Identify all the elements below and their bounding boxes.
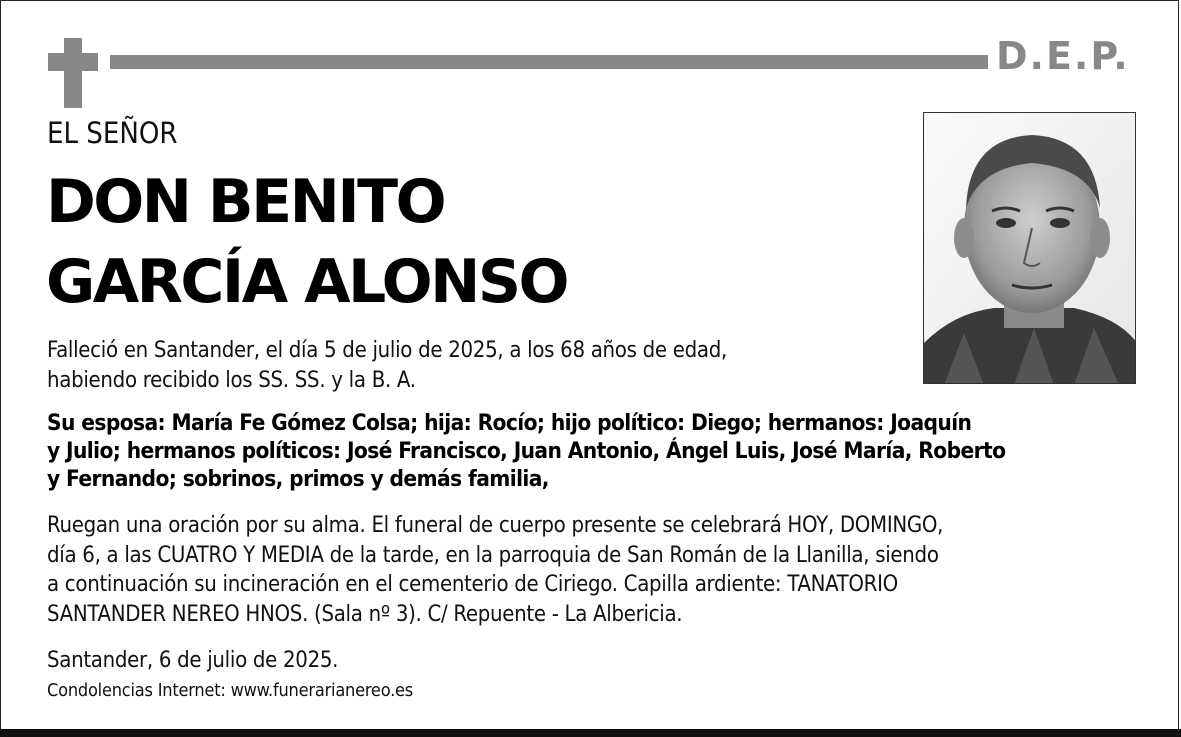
funeral-line: a continuación su incineración en el cementerio de Ciriego. Capilla ardiente: TANATORIO <box>47 572 898 597</box>
death-notice-line: habiendo recibido los SS. SS. y la B. A. <box>47 367 416 393</box>
header-rule <box>110 55 988 69</box>
family-line: y Fernando; sobrinos, primos y demás familia, <box>47 466 549 492</box>
place-date: Santander, 6 de julio de 2025. <box>47 648 339 673</box>
family-list <box>47 409 1005 493</box>
cross-icon-arm <box>48 53 98 71</box>
funeral-line: Ruegan una oración por su alma. El funeral de cuerpo presente se celebrará HOY, DOMINGO, <box>47 513 944 538</box>
family-line: y Julio; hermanos políticos: José Francisco, Juan Antonio, Ángel Luis, José María, Roberto <box>47 438 1006 464</box>
portrait-photo-drawing <box>924 113 1136 384</box>
funeral-details <box>47 511 943 629</box>
death-notice <box>47 336 727 395</box>
funeral-line: SANTANDER NEREO HNOS. (Sala nº 3). C/ Repuente - La Albericia. <box>47 601 683 627</box>
deceased-name-line2: GARCÍA ALONSO <box>46 247 568 317</box>
dep-label: D.E.P. <box>996 34 1130 78</box>
portrait-photo <box>923 112 1136 384</box>
condolences-link[interactable]: Condolencias Internet: www.funerarianereo.es <box>47 680 414 701</box>
deceased-name-line1: DON BENITO <box>46 167 445 237</box>
family-line: Su esposa: María Fe Gómez Colsa; hija: Rocío; hijo político: Diego; hermanos: Joaquín <box>47 410 972 436</box>
honorific: EL SEÑOR <box>47 116 178 150</box>
death-notice-line: Falleció en Santander, el día 5 de julio de 2025, a los 68 años de edad, <box>47 338 727 363</box>
bottom-bar <box>0 729 1181 737</box>
funeral-line: día 6, a las CUATRO Y MEDIA de la tarde, en la parroquia de San Román de la Llanilla, siendo <box>47 542 939 568</box>
cross-icon <box>64 38 82 108</box>
